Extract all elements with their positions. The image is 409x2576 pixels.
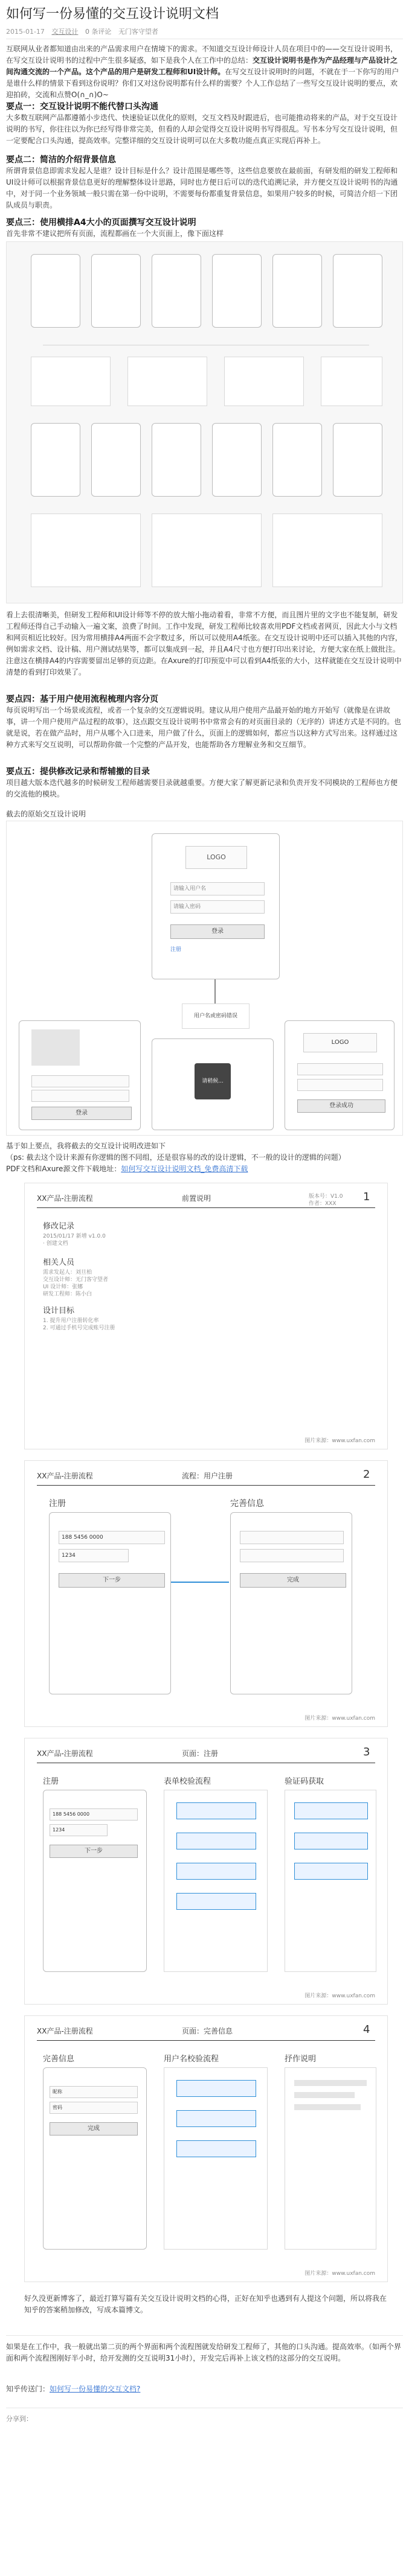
login-screen-mock (152, 833, 280, 979)
field-mock (240, 1531, 344, 1544)
flow-node (294, 1802, 368, 1819)
text-line (294, 2104, 361, 2110)
flow-node (176, 2140, 256, 2157)
flow-node (176, 2110, 256, 2127)
field-mock (297, 1079, 383, 1091)
loading-screen-mock (152, 1038, 274, 1130)
block-title: 注册 (49, 1499, 66, 1509)
text-line (294, 2080, 367, 2086)
page-version: 版本号：V1.0 (309, 1194, 343, 1200)
intro-end: 在写交互设计说明时的问题，不就在于一下你写的用户是谁什么样的情景下看到这份说明？你们又对这份说明都有什么样的需要？个人工作总结了一些写交互设计说明的要点，欢迎拍砖，交流和点赞O(∩_∩)O~ (6, 68, 399, 99)
field-mock (31, 1075, 129, 1087)
login-button-mock: 登录 (170, 924, 265, 939)
flow-box (31, 514, 141, 587)
field-mock (297, 1063, 383, 1075)
page-author: 作者：XXX (309, 1201, 337, 1207)
wire-screen (212, 423, 262, 497)
intro-bold: 交互设计说明书是作为产品经理与产品设计之间沟通交流的一个产品。这个产品的用户是研发工程师和UI设计师。 (6, 56, 398, 76)
page-number: 1 (363, 1191, 370, 1203)
page-number: 4 (363, 2023, 370, 2036)
article-meta (6, 27, 158, 36)
flow-node (294, 1833, 368, 1849)
flow-box (127, 357, 207, 406)
block-title: 完善信息 (43, 2055, 75, 2064)
flow-box (152, 514, 262, 587)
flow-decision-box: 用户名或密码错误 (182, 1003, 250, 1029)
finish-button-mock: 完成 (240, 1573, 346, 1588)
next-button-mock: 下一步 (50, 1845, 138, 1858)
article-date: 2015-01-17 (6, 28, 45, 36)
block-title: 注册 (43, 1777, 59, 1786)
section-1-body: 大多数互联网产品都遵循小步迭代、快速验证以优化的原则，交互文档及时跟进后，也可能推动将来的产品，对于交互设计说明的书写，你往往以为你已经写得非常完美，但看的人却会觉得交互设计说明书写得很乱。写书本分写交互设计说明，但一定要配合口头沟通，提高效率。完整详细的交互设计说明可以在大多数功能点真正实现后再补上。 (6, 113, 398, 145)
wire-screen (272, 423, 322, 497)
page-number: 2 (363, 1468, 370, 1481)
text-line (294, 2092, 355, 2098)
register-link-mock: 注册 (170, 947, 182, 953)
wire-screen (333, 254, 382, 328)
improved-intro: 基于如上要点，我将截去的交互设计说明改进如下 (6, 1142, 166, 1150)
page-header-center: 页面：完善信息 (182, 2027, 233, 2035)
change-log-entry: 2015/01/17 新增 v1.0.0 (43, 1233, 106, 1239)
footer-paragraph: 如果是在工作中，我一般就出第二页的两个界面和两个流程图就发给研发工程师了，其他的口头沟通。提高效率。（如两个界面和两个流程图刚好半小时，给开发测的交互说明31小时），开发完后再补上该文档的这部分的交互说明。 (6, 2342, 402, 2362)
download-link[interactable]: 如何写交互设计说明文档_免费高清下载 (121, 1165, 248, 1173)
flow-node (176, 1802, 256, 1819)
logo-box: LOGO (303, 1033, 377, 1052)
goal-entry: 1. 提升用户注册转化率 (43, 1318, 99, 1324)
people-entry: 需求发起人：刘旦柏 (43, 1270, 92, 1276)
change-log-entry: · 创建文档 (43, 1241, 68, 1247)
field-mock (240, 1549, 344, 1562)
block-title: 表单校验流程 (164, 1777, 211, 1786)
share-label: 分享到： (6, 2415, 33, 2423)
register-screen-mock (43, 1790, 147, 1972)
wire-screen (31, 254, 80, 328)
code-input-mock: 1234 (50, 1824, 108, 1836)
code-flow-box (285, 1790, 376, 1972)
wire-screen (31, 423, 80, 497)
wire-screen (152, 423, 201, 497)
intro-text: 互联网从业者都知道由出来的产品需求用户在情境下的需求。不知道交互设计师设计人员在项目中的——交互设计说明书，在写交互设计说明书的过程中产生很多疑惑，如下是我个人在工作中的总结： (6, 45, 398, 65)
people-title: 相关人员 (43, 1258, 75, 1267)
overview-wireframe-image (6, 241, 403, 603)
change-log-title: 修改记录 (43, 1222, 75, 1231)
register-screen-mock (49, 1512, 171, 1694)
download-line (6, 1163, 403, 1175)
page-header-center: 流程：用户注册 (182, 1472, 233, 1480)
section-2-heading: 要点二：简洁的介绍背景信息 (6, 155, 116, 165)
flow-arrow (171, 1582, 229, 1583)
page-header-rule (37, 1207, 375, 1208)
page-header-left: XX产品-注册流程 (37, 1472, 93, 1480)
wire-screen (333, 423, 382, 497)
image-placeholder (31, 1029, 80, 1066)
goal-entry: 2. 可通过手机号完成账号注册 (43, 1325, 115, 1331)
closing-note: 好久没更新博客了，最近打算写篇有关交互设计说明文档的心得，正好在知乎也遇到有人提这个问题，所以将我在知乎的答案稍加修改，写成本篇博文。 (24, 2294, 387, 2314)
article-comments[interactable]: 0 条评论 (85, 28, 112, 36)
doc-page-4 (24, 2015, 388, 2282)
zhihu-link[interactable]: 如何写一份易懂的交互文档? (50, 2385, 141, 2393)
zhihu-line (6, 2384, 403, 2395)
wire-screen (272, 254, 322, 328)
flow-node (294, 1863, 368, 1880)
section-3-heading: 要点三：使用横排A4大小的页面撰写交互设计说明 (6, 218, 196, 227)
doc-page-3 (24, 1738, 388, 2005)
section-3-body: 首先非常不建议把所有页面，流程都画在一个大页面上，像下面这样 (6, 229, 224, 238)
wire-screen (91, 423, 141, 497)
block-title: 验证码获取 (285, 1777, 324, 1786)
phone-input-mock: 188 5456 0000 (50, 1808, 138, 1821)
download-label: PDF文档和Axure源文件下载地址： (6, 1165, 121, 1173)
flow-line (43, 345, 369, 346)
watermark: 图片来源：www.uxfan.com (304, 1716, 375, 1722)
flow-connector (214, 979, 216, 1003)
field-mock (31, 1090, 129, 1102)
page-number: 3 (363, 1746, 370, 1758)
next-button-mock: 下一步 (59, 1573, 165, 1588)
section-1-heading: 要点一：交互设计说明不能代替口头沟通 (6, 102, 158, 112)
button-mock: 登录成功 (297, 1099, 385, 1113)
section-5-body: 项目越大版本迭代越多的时候研发工程师越需要目录就越重要。方便大家了解更新记录和负责开发不同模块的工程师也方便的交流他的模块。 (6, 778, 398, 798)
login-flow-image (6, 821, 403, 1136)
section-4-heading: 要点四：基于用户使用流程梳理内容分页 (6, 695, 158, 704)
intro-paragraph (6, 43, 403, 101)
error-screen-mock (19, 1020, 141, 1130)
people-entry: UI 设计师：张娜 (43, 1284, 83, 1290)
validation-flow-box (164, 1790, 268, 1972)
loading-spinner: 请稍候... (195, 1063, 231, 1099)
flow-box (321, 357, 382, 406)
ps-note: （ps: 截去这个设计来源有你逻辑的图不同组，还是很容易的改的设计逻辑，不一般的设计的逻辑的问题） (6, 1153, 346, 1162)
button-mock: 登录 (31, 1107, 132, 1120)
flow-box (31, 357, 111, 406)
wire-screen (91, 254, 141, 328)
finish-button-mock: 完成 (50, 2122, 138, 2136)
block-title: 抒作说明 (285, 2055, 317, 2064)
article-category-link[interactable]: 交互设计 (51, 28, 79, 36)
article-author[interactable]: 无门客守望者 (118, 28, 158, 36)
doc-page-2 (24, 1460, 388, 1727)
people-entry: 交互设计师：无门客守望者 (43, 1277, 109, 1283)
page-header-left: XX产品-注册流程 (37, 2027, 93, 2035)
section-3-continued: 看上去很清晰美，但研发工程师和UI设计师等不停的放大缩小拖动着看，非常不方便，而且图片里的文字也不能复制，研发工程师还得自己手动输入一遍文案，浪费了时间。工作中发现，研发工程师比较喜欢用PDF文档或者网页，因此大小与文档和网页相近比较好。因为常用横排A4两面不会字数过多，所以可以使用A4纸张。在交互设计说明中还可以插入其他的内容，例如需求文档、设计稿、用户测试结果等，都可以集成到一起，并且A4尺寸也方便打印出来讨论，方便大家在纸上做批注。注意这在横排A4的内容需要留出足够的页边距。在Axure的打印预览中可以看到A4纸张的大小，这样就能在交互设计说明中清楚的看到打印效果了。 (6, 611, 402, 676)
section-5-heading: 要点五：提供修改记录和帮辅撤的目录 (6, 767, 150, 777)
section-2-body: 所谓背景信息即需求发起人是谁？设计目标是什么？设计范围是哪些等，这些信息要放在最前面，有研发组的研发工程师和UI设计师可以根据背景信息更好的理解整体设计思路，同时也方便日后可以的迭代追溯记录，并方便交互设计说明书的沟通中，对于同一个业务领域一般只需在第一份中说明，不需要每份都重复背景信息，如果用户较多的时候，可简洁介绍一下团队成员与职责。 (6, 167, 398, 209)
success-screen-mock (285, 1020, 395, 1130)
block-title: 用户名校验流程 (164, 2055, 219, 2064)
people-entry: 研发工程师：陈小白 (43, 1291, 92, 1297)
code-input-mock: 1234 (59, 1549, 129, 1562)
section-4-body: 每页说明写出一个场景或流程，或者一个复杂的交互逻辑说明。建议从用户使用产品最开始的地方开始写（就像是在讲故事，讲一个用户使用产品过程的故事），这点跟交互设计说明书中常常会有的对页面目录的（无序的）讲述方式是不同的。也就是说，若在做产品时，用户从哪个入口进来，用户做了什么，页面上的逻辑如何，都应当以这种方式写出来。这样通过这种方式来写交互说明，可以帮助你做一个完整的产品开发，也能帮助各方理解业务和交互细节。 (6, 706, 402, 749)
flow-node (176, 1863, 256, 1880)
page-header-rule (37, 1485, 375, 1486)
page-header-center: 前置说明 (182, 1194, 211, 1203)
notes-box (285, 2067, 376, 2250)
watermark: 图片来源：www.uxfan.com (304, 1993, 375, 1999)
watermark: 图片来源：www.uxfan.com (304, 2271, 375, 2277)
profile-screen-mock (43, 2067, 147, 2250)
watermark: 图片来源：www.uxfan.com (304, 1438, 375, 1444)
password-input-mock: 请输入密码 (170, 900, 265, 914)
flow-box (224, 357, 304, 406)
login-caption: 截去的原始交互设计说明 (6, 810, 86, 818)
flow-node (176, 1833, 256, 1849)
logo-box: LOGO (185, 846, 247, 869)
page-header-left: XX产品-注册流程 (37, 1749, 93, 1758)
page-header-center: 页面：注册 (182, 1749, 219, 1758)
username-flow-box (164, 2067, 268, 2250)
wire-screen (212, 254, 262, 328)
phone-input-mock: 188 5456 0000 (59, 1531, 165, 1544)
page-header-left: XX产品-注册流程 (37, 1194, 93, 1203)
password-input-mock: 密码 (50, 2102, 138, 2114)
zhihu-label: 知乎传送门： (6, 2385, 50, 2393)
block-title: 完善信息 (230, 1499, 264, 1509)
wire-screen (152, 254, 201, 328)
page-header-rule (37, 2040, 375, 2041)
doc-page-1 (24, 1183, 388, 1449)
article-title: 如何写一份易懂的交互设计说明文档 (6, 7, 219, 22)
flow-node (176, 2080, 256, 2097)
profile-screen-mock (230, 1512, 352, 1694)
divider (6, 2335, 403, 2336)
nickname-input-mock: 昵称 (50, 2086, 138, 2098)
flow-box (272, 514, 382, 587)
username-input-mock: 请输入用户名 (170, 882, 265, 895)
flow-node (176, 1893, 256, 1910)
goals-title: 设计目标 (43, 1306, 75, 1315)
